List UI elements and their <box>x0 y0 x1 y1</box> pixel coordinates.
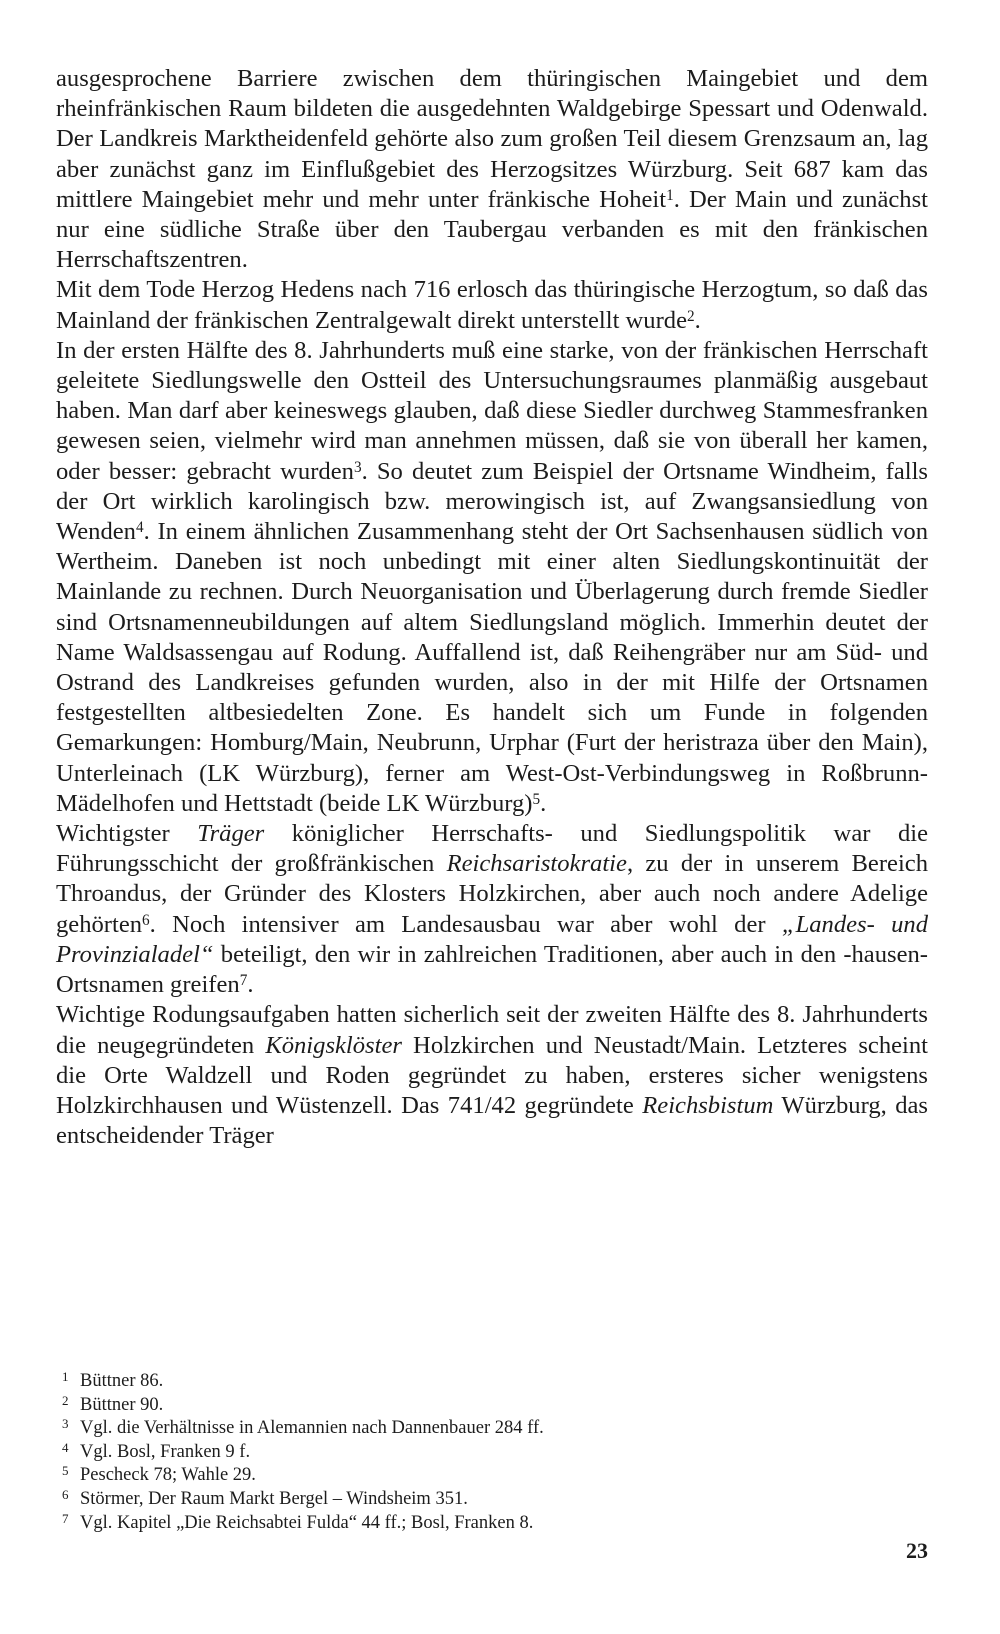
footnote <box>62 1441 882 1465</box>
footnote <box>62 1394 882 1418</box>
text-run: . In einem ähnlichen Zusammenhang steht der Ort Sachsenhausen südlich von Wertheim. Daneben ist noch unbedingt mit einer alten Siedlungskontinuität der Mainlande zu rechnen. Durch Neuorganisation und Überlagerung durch fremde Siedler sind Ortsnamenneubildungen auf altem Siedlungsland möglich. Immerhin deutet der Name Waldsassengau auf Rodung. Auffallend ist, daß Reihengräber nur am Süd- und Ostrand des Landkreises gefunden wurden, also in der mit Hilfe der Ortsnamen festgestellten altbesiedelten Zone. Es handelt sich um Funde in folgenden Gemarkungen: Homburg/Main, Neubrunn, Urphar (Furt der heristraza über den Main), Unterleinach (LK Würzburg), ferner am West-Ost-Verbindungsweg in Roßbrunn-Mädelhofen und Hettstadt (beide LK Würzburg) <box>56 518 928 817</box>
footnote-number: 7 <box>62 1510 69 1526</box>
text-run: . So deutet zum Beispiel der Ortsname Windheim, falls der Ort wirklich karolingisch bzw. merowingisch ist, auf Zwangsansiedlung von Wenden <box>56 457 928 546</box>
footnote <box>62 1488 882 1512</box>
text-run: ausgesprochene Barriere zwischen dem thüringischen Maingebiet und dem rheinfränkischen Raum bildeten die ausgedehnten Waldgebirge Spessart und Odenwald. Der Landkreis Marktheidenfeld gehörte also zum großen Teil diesem Grenzsaum an, lag aber zunächst ganz im Einflußgebiet des Herzogsitzes Würzburg. Seit 687 kam das mittlere Maingebiet mehr und mehr unter fränkische Hoheit <box>56 65 928 213</box>
footnotes <box>62 1370 882 1535</box>
footnote-text: Vgl. Kapitel „Die Reichsabtei Fulda“ 44 ff.; Bosl, Franken 8. <box>80 1512 534 1533</box>
footnote-reference: 3 <box>353 458 362 476</box>
footnote-reference: 1 <box>666 186 674 204</box>
text-run: Wichtige Rodungsaufgaben hatten sicherlich seit der zweiten Hälfte des 8. Jahrhunderts die neugegründeten <box>56 1001 928 1059</box>
paragraph <box>56 1000 928 1151</box>
text-run: . <box>247 971 254 999</box>
footnote-number: 2 <box>62 1392 69 1408</box>
footnote-reference: 5 <box>532 791 541 809</box>
text-run: . <box>694 306 701 334</box>
text-run: . Der Main und zunächst nur eine südliche Straße über den Taubergau verbanden es mit den fränkischen Herrschaftszentren. <box>56 185 928 274</box>
paragraph <box>56 336 928 819</box>
text-run: Holzkirchen und Neustadt/Main. Letzteres scheint die Orte Waldzell und Roden gegründet zu haben, ersteres sicher wenigstens Holzkirchhausen und Wüstenzell. Das 741/42 gegründete <box>56 1031 928 1119</box>
page-number: 23 <box>906 1538 928 1563</box>
footnote <box>62 1370 882 1394</box>
footnote <box>62 1417 882 1441</box>
emphasis-text: Königsklöster <box>265 1031 402 1059</box>
footnote-number: 6 <box>62 1486 69 1502</box>
emphasis-text: Reichsbistum <box>642 1091 774 1119</box>
footnote-number: 5 <box>62 1463 69 1479</box>
footnote-text: Pescheck 78; Wahle 29. <box>80 1465 256 1486</box>
text-run: In der ersten Hälfte des 8. Jahrhunderts muß eine starke, von der fränkischen Herrschaft geleitete Siedlungswelle den Ostteil des Untersuchungsraumes planmäßig ausgebaut haben. Man darf aber keineswegs glauben, daß diese Siedler durchweg Stammesfranken gewesen seien, vielmehr wird man annehmen müssen, daß sie von überall her kamen, oder besser: gebracht wurden <box>56 336 928 485</box>
book-page <box>56 64 928 1624</box>
footnote-reference: 7 <box>239 972 248 990</box>
text-run: königlicher Herrschafts- und Siedlungspolitik war die Führungsschicht der großfränkischen <box>56 820 928 878</box>
text-run: , zu der in unserem Bereich Throandus, der Gründer des Klosters Holzkirchen, aber auch noch andere Adelige gehörten <box>56 850 928 938</box>
text-run: Wichtigster <box>56 820 198 848</box>
footnote-number: 1 <box>62 1369 69 1384</box>
footnote-text: Vgl. die Verhältnisse in Alemannien nach Dannenbauer 284 ff. <box>80 1418 544 1439</box>
footnote-text: Vgl. Bosl, Franken 9 f. <box>80 1441 251 1462</box>
footnote-text: Büttner 86. <box>80 1371 164 1391</box>
footnote-text: Störmer, Der Raum Markt Bergel – Windsheim 351. <box>80 1488 468 1509</box>
emphasis-text: „Landes- und Provinzialadel“ <box>56 910 929 968</box>
body-text <box>56 64 928 1151</box>
footnote-text: Büttner 90. <box>80 1394 164 1415</box>
emphasis-text: Träger <box>197 820 265 848</box>
paragraph <box>56 275 928 335</box>
paragraph <box>56 819 928 1000</box>
text-run: . <box>540 789 547 817</box>
text-run: Würzburg, das entscheidender Träger <box>56 1091 929 1150</box>
footnote-reference: 2 <box>687 307 695 325</box>
emphasis-text: Reichsaristokratie <box>446 850 627 878</box>
text-run: . Noch intensiver am Landesausbau war aber wohl der <box>149 910 782 938</box>
text-run: beteiligt, den wir in zahlreichen Traditionen, aber auch in den -hausen-Ortsnamen greifen <box>56 940 928 999</box>
footnote-reference: 6 <box>142 911 150 929</box>
footnote-number: 4 <box>62 1439 69 1455</box>
footnote <box>62 1464 882 1488</box>
footnote-number: 3 <box>62 1416 69 1432</box>
paragraph <box>56 64 928 275</box>
footnote-reference: 4 <box>135 519 144 537</box>
text-run: Mit dem Tode Herzog Hedens nach 716 erlosch das thüringische Herzogtum, so daß das Mainland der fränkischen Zentralgewalt direkt unterstellt wurde <box>56 276 928 334</box>
footnote <box>62 1512 882 1536</box>
